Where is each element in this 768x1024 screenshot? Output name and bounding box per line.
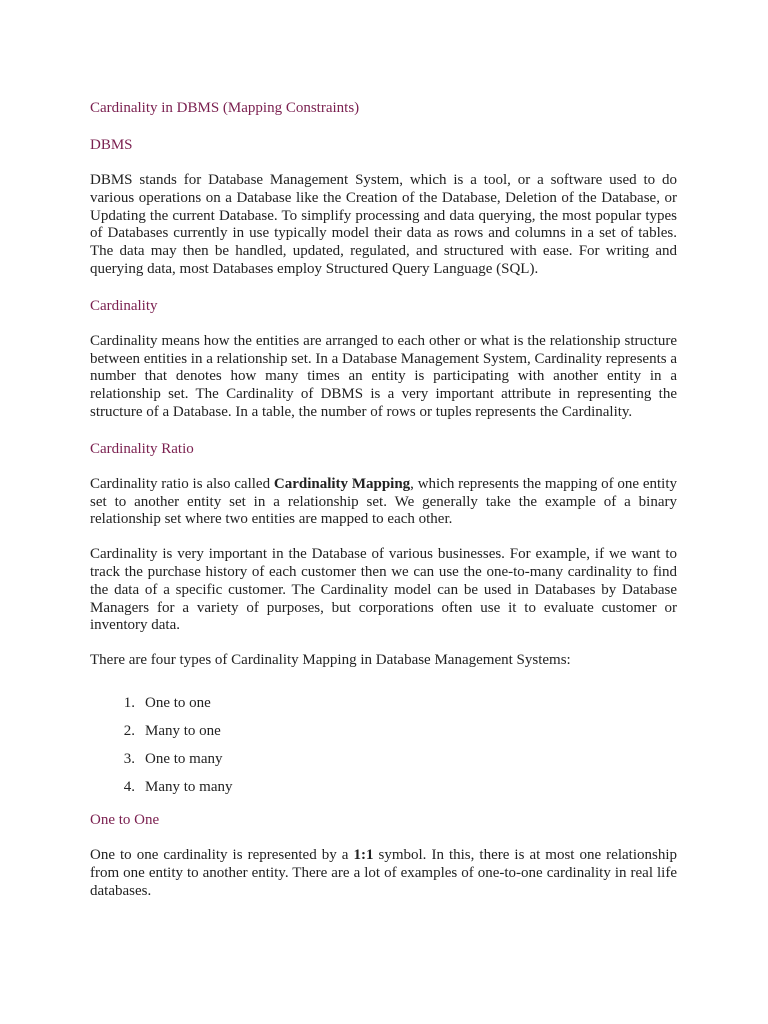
list-item-number: 3. <box>123 750 135 767</box>
document-title: Cardinality in DBMS (Mapping Constraints) <box>90 100 360 116</box>
list-item-label: One to many <box>145 750 223 767</box>
heading-one-to-one: One to One <box>90 811 160 828</box>
list-item-number: 2. <box>123 722 135 739</box>
list-item-label: Many to many <box>145 778 233 795</box>
list-item-number: 1. <box>123 694 135 711</box>
one-to-one-text-after: symbol. In this, there is at most one relationship from one entity to another entity. There are a lot of examples of one-to-one cardinality in real life databases. <box>90 846 678 899</box>
ratio-bold-term: Cardinality Mapping <box>273 475 411 492</box>
document-page <box>90 98 677 917</box>
types-intro: There are four types of Cardinality Mapping in Database Management Systems: <box>90 652 571 669</box>
paragraph-cardinality: Cardinality means how the entities are arranged to each other or what is the relationship structure between entities in a relationship set. In a Database Management System, Cardinality represents a number that denotes how many times an entity is participating with another entity in a relationship set. The Cardinality of DBMS is a very important attribute in representing the structure of a Database. In a table, the number of rows or tuples represents the Cardinality. <box>90 332 677 420</box>
paragraph-dbms: DBMS stands for Database Management System, which is a tool, or a software used to do various operations on a Database like the Creation of the Database, Deletion of the Database, or Updating the current Database. To simplify processing and data querying, the most popular types of Databases currently in use typically model their data as rows and columns in a set of tables. The data may then be handled, updated, regulated, and structured with ease. For writing and querying data, most Databases employ Structured Query Language (SQL). <box>90 172 677 277</box>
list-item <box>90 750 677 768</box>
heading-cardinality: Cardinality <box>90 297 158 314</box>
one-to-one-symbol: 1:1 <box>353 846 374 863</box>
paragraph-cardinality-ratio <box>90 476 677 529</box>
list-item-number: 4. <box>123 778 135 795</box>
paragraph-one-to-one <box>90 847 677 900</box>
list-item <box>90 722 677 740</box>
list-item-label: One to one <box>145 694 211 711</box>
ratio-text-after: , which represents the mapping of one entity set to another entity set in a relationship set. We generally take the example of a binary relationship set where two entities are mapped to each other. <box>90 475 677 528</box>
list-item-label: Many to one <box>145 722 221 739</box>
ratio-text-before: Cardinality ratio is also called <box>90 475 274 492</box>
heading-cardinality-ratio: Cardinality Ratio <box>90 440 194 457</box>
list-item <box>90 694 677 712</box>
heading-dbms: DBMS <box>90 137 133 153</box>
paragraph-cardinality-importance: Cardinality is very important in the Database of various businesses. For example, if we want to track the purchase history of each customer then we can use the one-to-many cardinality to find the data of a specific customer. The Cardinality model can be used in Databases by Database Managers for a variety of purposes, but corporations often use it to evaluate customer or inventory data. <box>90 546 677 634</box>
list-item <box>90 778 677 796</box>
one-to-one-text-before: One to one cardinality is represented by a <box>90 846 354 863</box>
cardinality-types-list <box>90 694 677 796</box>
